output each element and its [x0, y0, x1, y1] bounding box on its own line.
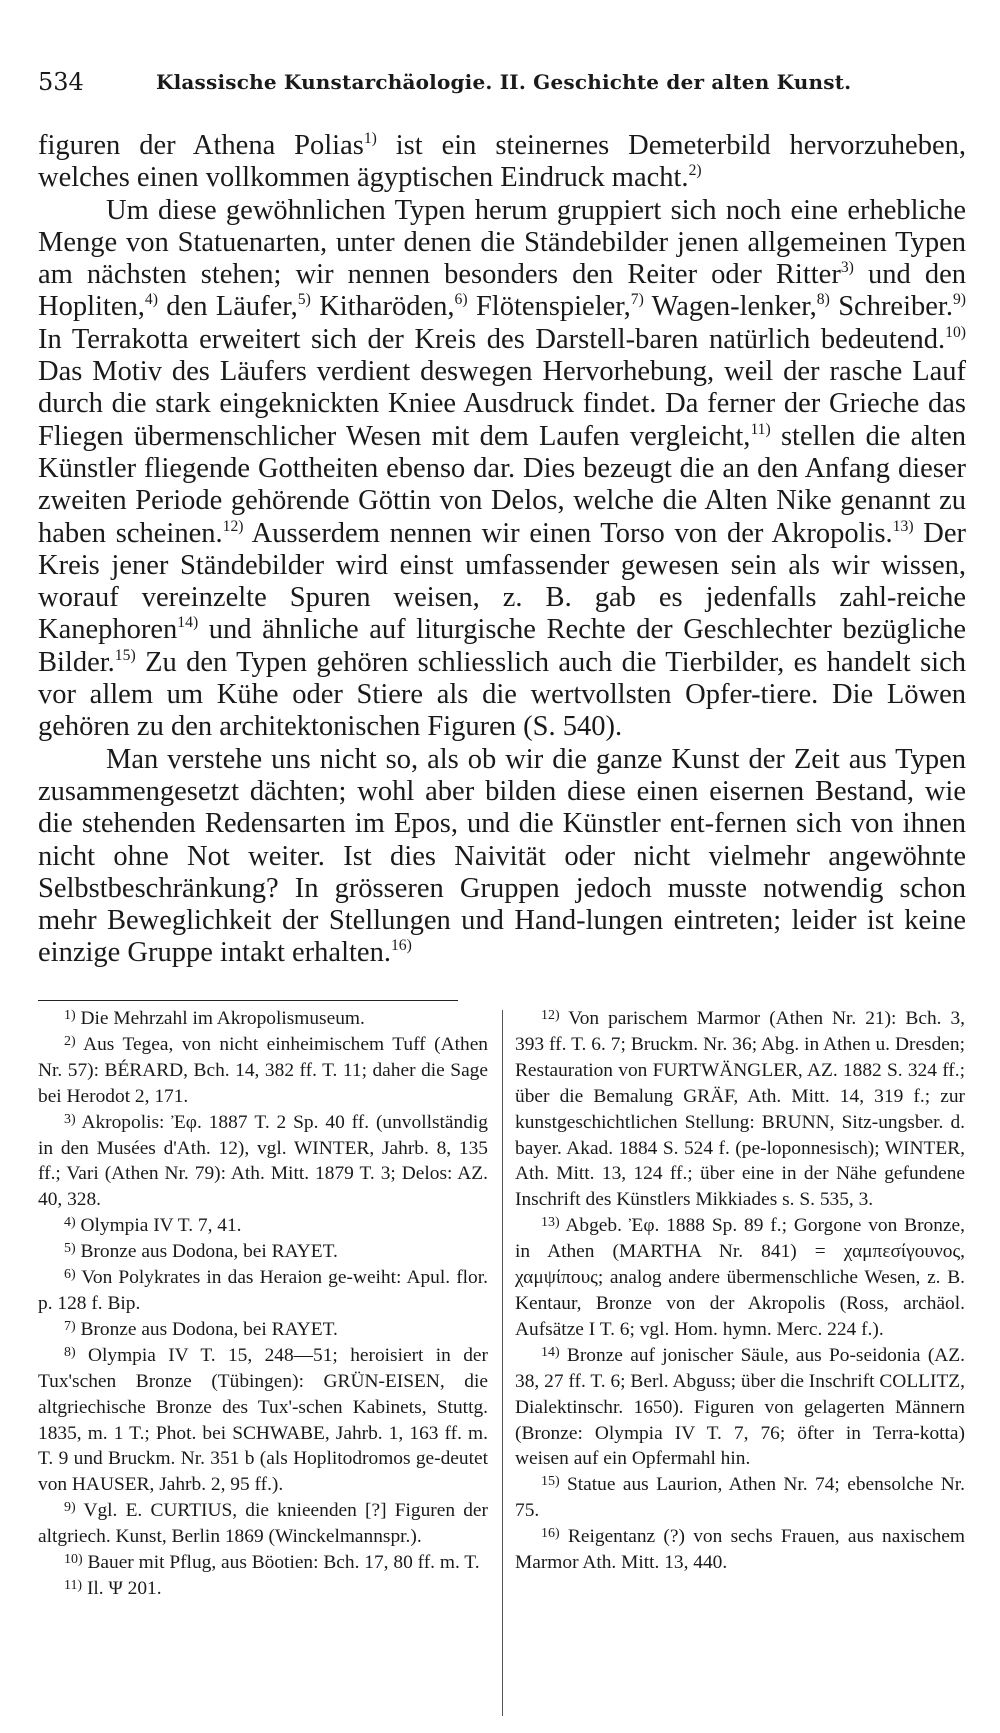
footnote-text: Aus Tegea, von nicht einheimischem Tuff (Athen Nr. 57): BÉRARD, Bch. 14, 382 ff. T. 11; daher die Sage bei Herodot 2, 171.: [38, 1033, 488, 1107]
text-span: Das Motiv des Läufers verdient deswegen Hervorhebung, weil der rasche Lauf durch die stark eingeknickten Kniee Ausdruck findet. Da ferner der Grieche das Fliegen übermenschlicher Wesen mit dem Laufen vergleicht,: [38, 356, 966, 452]
text-span: den Läufer,: [157, 291, 298, 323]
footnote-number: 13): [541, 1215, 560, 1231]
footnote-text: Olympia IV T. 7, 41.: [80, 1215, 242, 1237]
footnote: [38, 1110, 488, 1214]
paragraph-3: [38, 744, 966, 970]
footnote: [38, 1317, 488, 1343]
footnote: [515, 1472, 965, 1524]
footnote-number: 6): [64, 1267, 76, 1283]
footnote-text: Il. Ψ 201.: [86, 1577, 162, 1599]
footnote-ref: 3): [840, 259, 854, 277]
footnote-ref: 8): [816, 291, 830, 309]
text-span: Wagen-lenker,: [643, 291, 817, 323]
footnote-text: Bauer mit Pflug, aus Böotien: Bch. 17, 80 ff. m. T.: [87, 1552, 480, 1574]
text-span: In Terrakotta erweitert sich der Kreis des Darstell-baren natürlich bedeutend.: [38, 323, 946, 355]
footnote-ref: 5): [297, 291, 311, 309]
footnote-ref: 16): [390, 937, 412, 955]
page-number: 534: [38, 68, 84, 96]
footnote: [38, 1576, 488, 1602]
footnote-text: Bronze aus Dodona, bei RAYET.: [80, 1318, 338, 1340]
footnote-text: Von Polykrates in das Heraion ge-weiht: Apul. flor. p. 128 f. Bip.: [38, 1267, 488, 1314]
footnote-number: 10): [64, 1552, 83, 1568]
footnote-ref: 11): [750, 420, 771, 438]
text-span: Man verstehe uns nicht so, als ob wir die ganze Kunst der Zeit aus Typen zusammengesetzt dächten; wohl aber bilden diese einen eisernen Bestand, wie die stehenden Redensarten im Epos, und die Künstler ent-fernen sich von ihnen nicht ohne Not weiter. Ist dies Naivität oder nicht vielmehr angewöhnte Selbstbeschränkung? In grösseren Gruppen jedoch musste notwendig schon mehr Beweglichkeit der Stellungen und Hand-lungen eintreten; leider ist keine einzige Gruppe intakt erhalten.: [38, 743, 966, 969]
footnote-text: Akropolis: Ἐφ. 1887 T. 2 Sp. 40 ff. (unvollständig in den Musées d'Ath. 12), vgl. WINTER, Jahrb. 8, 135 ff.; Vari (Athen Nr. 79): Ath. Mitt. 1879 T. 3; Delos: AZ. 40, 328.: [38, 1111, 488, 1211]
footnote: [38, 1265, 488, 1317]
footnote-text: Bronze auf jonischer Säule, aus Po-seidonia (AZ. 38, 27 ff. T. 6; Berl. Abguss; über die Inschrift COLLITZ, Dialektinschr. 1650). Figuren von gelagerten Männern (Bronze: Olympia IV T. 7, 76; öfter in Terra-kotta) weisen auf ein Opfermahl hin.: [515, 1344, 965, 1470]
footnote-text: Bronze aus Dodona, bei RAYET.: [80, 1241, 338, 1263]
footnote-text: Statue aus Laurion, Athen Nr. 74; ebensolche Nr. 75.: [515, 1474, 965, 1522]
paragraph-2: [38, 195, 966, 744]
footnote: [38, 1239, 488, 1265]
footnote-ref: 4): [144, 291, 158, 309]
footnote-ref: 12): [222, 517, 244, 535]
footnote-number: 16): [541, 1526, 560, 1542]
footnote-number: 4): [64, 1215, 76, 1231]
footnote-text: Von parischem Marmor (Athen Nr. 21): Bch. 3, 393 ff. T. 6. 7; Bruckm. Nr. 36; Abg. in Athen u. Dresden; Restauration von FURTWÄNGLER, AZ. 1882 S. 324 ff.; über die Bemalung GRÄF, Ath. Mitt. 14, 319 f.; zur kunstgeschichtlichen Stellung: BRUNN, Sitz-ungsber. d. bayer. Akad. 1884 S. 524 f. (pe-loponnesisch); WINTER, Ath. Mitt. 13, 124 ff.; über eine in der Nähe gefundene Inschrift des Künstlers Mikkiades s. S. 535, 3.: [515, 1008, 965, 1211]
footnote: [38, 1032, 488, 1110]
footnote-rule: [38, 1000, 458, 1001]
text-span: figuren der Athena Polias: [38, 130, 364, 161]
footnote-number: 12): [541, 1008, 560, 1024]
footnote-number: 11): [64, 1578, 83, 1594]
footnote-ref: 7): [630, 291, 644, 309]
text-span: Kitharöden,: [310, 291, 455, 323]
footnote-number: 8): [64, 1344, 76, 1360]
main-text: [38, 130, 966, 970]
footnote-number: 2): [64, 1034, 76, 1050]
footnote: [38, 1498, 488, 1550]
text-span: Um diese gewöhnlichen Typen herum gruppiert sich noch eine erhebliche Menge von Statuenarten, unter denen die Ständebilder jenen allgemeinen Typen am nächsten stehen; wir nennen besonders den Reiter oder Ritter: [38, 194, 966, 291]
text-span: ist ein steinernes Demeterbild hervorzuheben, welches einen vollkommen ägyptischen Eindruck macht.: [38, 130, 966, 194]
footnote-number: 9): [64, 1500, 76, 1516]
text-span: Flötenspieler,: [467, 291, 631, 323]
footnote: [515, 1213, 965, 1343]
text-span: stellen die alten Künstler fliegende Gottheiten ebenso dar. Dies bezeugt die an den Anfang dieser zweiten Periode gehörende Göttin von Delos, welche die Alten Nike genannt zu haben scheinen.: [38, 420, 966, 549]
footnotes-right-column: [515, 1006, 965, 1576]
text-span: Zu den Typen gehören schliesslich auch die Tierbilder, es handelt sich vor allem um Kühe oder Stiere als die wertvollsten Opfer-tiere. Die Löwen gehören zu den architektonischen Figuren (S. 540).: [38, 646, 966, 743]
footnote: [515, 1343, 965, 1473]
text-span: Ausserdem nennen wir einen Torso von der Akropolis.: [243, 517, 893, 549]
footnote: [515, 1006, 965, 1213]
text-span: Schreiber.: [829, 291, 953, 323]
running-head: Klassische Kunstarchäologie. II. Geschichte der alten Kunst.: [156, 70, 852, 94]
footnote-ref: 2): [688, 162, 702, 180]
footnote: [38, 1343, 488, 1498]
column-separator: [502, 1010, 503, 1716]
footnote: [38, 1006, 488, 1032]
footnote-text: Die Mehrzahl im Akropolismuseum.: [80, 1008, 365, 1029]
footnote-ref: 15): [114, 646, 136, 664]
footnote-ref: 14): [177, 614, 199, 632]
footnotes-left-column: [38, 1006, 488, 1602]
text-span: und ähnliche auf liturgische Rechte der Geschlechter bezügliche Bilder.: [38, 614, 966, 678]
footnote-text: Abgeb. Ἐφ. 1888 Sp. 89 f.; Gorgone von Bronze, in Athen (MARTHA Nr. 841) = χαμπεσίγουνος, χαμψίπους; analog andere übermenschliche Wesen, z. B. Kentaur, Bronze von der Akropolis (Ross, archäol. Aufsätze I T. 6; vgl. Hom. hymn. Merc. 224 f.).: [515, 1215, 965, 1340]
paragraph-1: [38, 130, 966, 195]
footnote-ref: 1): [363, 130, 377, 148]
footnote-number: 7): [64, 1319, 76, 1334]
text-span: Der Kreis jener Ständebilder wird einst umfassender gewesen sein als wir wissen, worauf vereinzelte Spuren weisen, z. B. gab es jedenfalls zahl-reiche Kanephoren: [38, 517, 966, 646]
footnote: [38, 1213, 488, 1239]
footnote-ref: 13): [892, 517, 914, 535]
footnote-ref: 10): [945, 323, 966, 341]
footnote: [515, 1524, 965, 1576]
footnote-number: 3): [64, 1111, 76, 1127]
footnote-number: 1): [64, 1008, 76, 1024]
page-header: [38, 68, 963, 98]
footnote-number: 15): [541, 1474, 560, 1490]
text-span: und den Hopliten,: [38, 259, 966, 323]
footnote-text: Vgl. E. CURTIUS, die knieenden [?] Figuren der altgriech. Kunst, Berlin 1869 (Winckelmannspr.).: [38, 1500, 488, 1548]
footnote-ref: 6): [454, 291, 468, 309]
footnote-text: Reigentanz (?) von sechs Frauen, aus naxischem Marmor Ath. Mitt. 13, 440.: [515, 1526, 965, 1574]
footnote-text: Olympia IV T. 15, 248—51; heroisiert in der Tux'schen Bronze (Tübingen): GRÜN-EISEN, die altgriechische Bronze des Tux'-schen Kabinets, Stuttg. 1835, m. 1 T.; Phot. bei SCHWABE, Jahrb. 1, 163 ff. m. T. 9 und Bruckm. Nr. 351 b (als Hoplitodromos ge-deutet von HAUSER, Jahrb. 2, 95 ff.).: [38, 1344, 488, 1496]
footnote-number: 5): [64, 1241, 76, 1257]
footnote: [38, 1550, 488, 1576]
footnote-ref: 9): [952, 291, 966, 309]
footnote-number: 14): [541, 1344, 560, 1360]
